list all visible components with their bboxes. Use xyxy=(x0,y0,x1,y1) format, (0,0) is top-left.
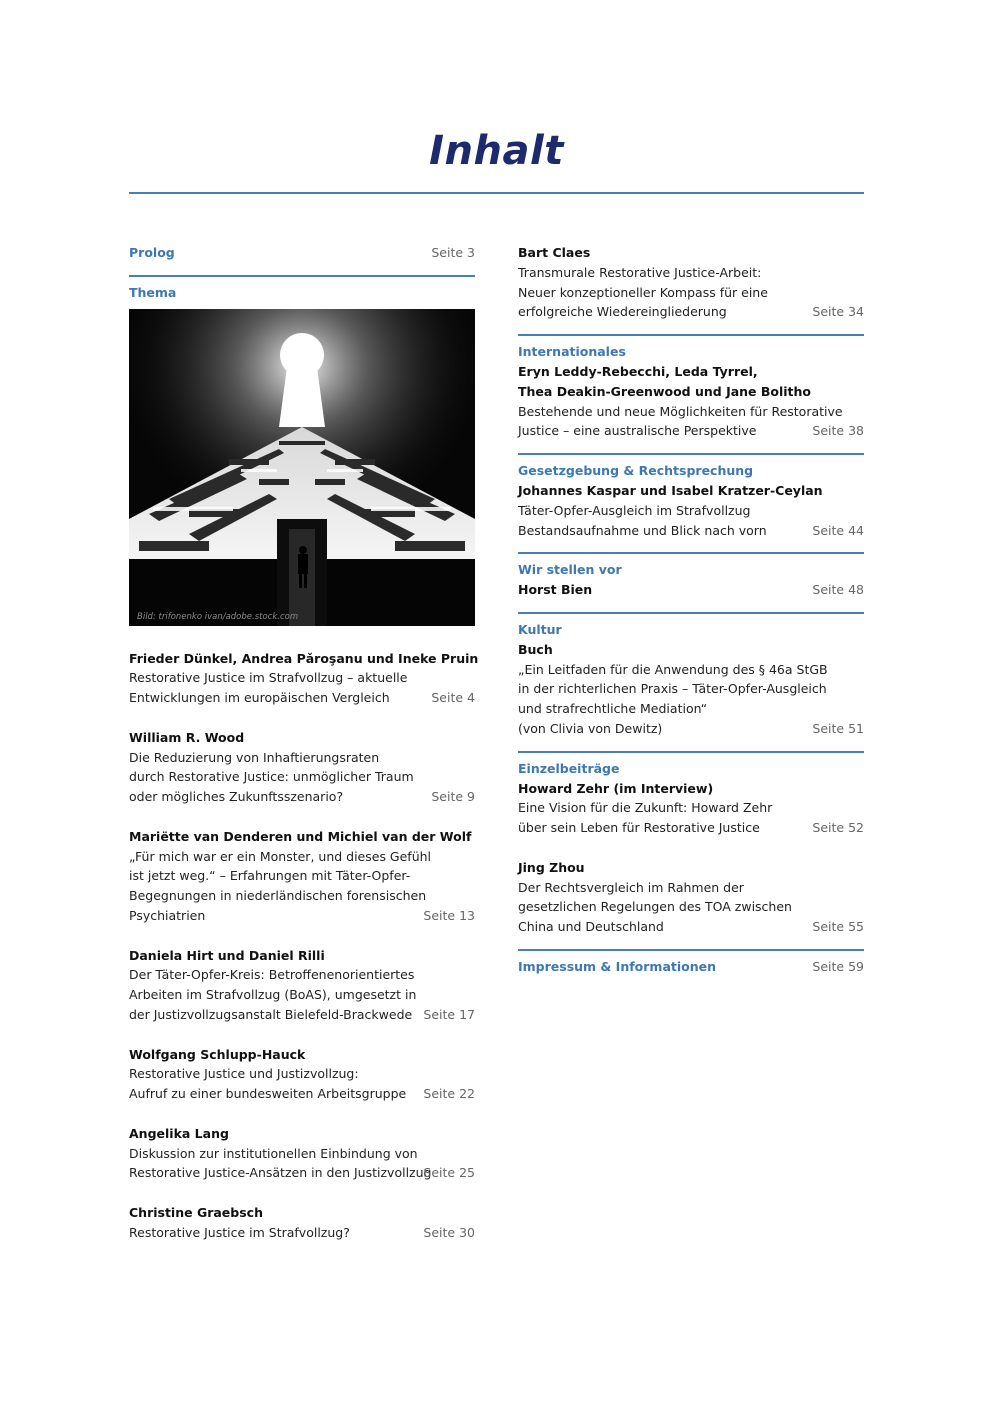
entry-spacer xyxy=(129,1104,475,1124)
entry-line xyxy=(518,521,864,541)
entry-line-text: Die Reduzierung von Inhaftierungsraten xyxy=(129,749,380,765)
toc-entry[interactable] xyxy=(129,1203,475,1243)
entry-line-text: oder mögliches Zukunftsszenario? xyxy=(129,789,344,805)
entry-line-text: erfolgreiche Wiedereingliederung xyxy=(518,304,727,320)
entry-line xyxy=(129,906,475,926)
entry-line: in der richterlichen Praxis – Täter-Opfer-Ausgleich xyxy=(518,681,827,697)
entry-line xyxy=(129,1144,475,1164)
entry-line-text: Restorative Justice im Strafvollzug? xyxy=(129,1224,350,1240)
entry-line xyxy=(129,1064,475,1084)
section-label-kultur: Kultur xyxy=(518,621,562,637)
toc-entry[interactable] xyxy=(129,946,475,1025)
entry-author: Eryn Leddy-Rebecchi, Leda Tyrrel, xyxy=(518,363,758,379)
section-divider xyxy=(129,275,475,277)
toc-entry[interactable] xyxy=(129,728,475,807)
entry-author: Angelika Lang xyxy=(129,1125,229,1141)
entry-author: Frieder Dünkel, Andrea Pǎroşanu und Ineke Pruin xyxy=(129,650,479,666)
entry-line xyxy=(518,818,864,838)
toc-entry[interactable] xyxy=(129,1045,475,1104)
page-number: Seite 48 xyxy=(812,582,864,598)
entry-line xyxy=(129,1163,475,1183)
entry-line xyxy=(129,767,475,787)
entry-line xyxy=(518,719,864,739)
section-label-prolog: Prolog xyxy=(129,245,175,260)
page-number: Seite 38 xyxy=(812,423,864,439)
entry-line-text: „Für mich war er ein Monster, und dieses Gefühl xyxy=(129,848,432,864)
section-label-einzelbeitraege: Einzelbeiträge xyxy=(518,760,620,776)
entry-line xyxy=(129,688,475,708)
section-divider xyxy=(518,949,864,951)
entry-line-text: Restorative Justice-Ansätzen in den Justizvollzug xyxy=(129,1165,432,1181)
title-divider xyxy=(129,192,864,194)
entry-line-text: Restorative Justice und Justizvollzug: xyxy=(129,1066,359,1082)
section-label-thema: Thema xyxy=(129,284,177,300)
page-number: Seite 34 xyxy=(812,304,864,320)
section-divider xyxy=(518,751,864,753)
entry-line: Neuer konzeptioneller Kompass für eine xyxy=(518,284,768,300)
entry-line: und strafrechtliche Mediation“ xyxy=(518,701,708,717)
entry-line: gesetzlichen Regelungen des TOA zwischen xyxy=(518,899,792,915)
toc-left-entries xyxy=(129,649,479,1243)
entry-line xyxy=(129,668,475,688)
entry-author: Christine Graebsch xyxy=(129,1204,263,1220)
entry-author-text: Horst Bien xyxy=(518,582,593,598)
entry-line xyxy=(129,1223,475,1243)
entry-line-text: (von Clivia von Dewitz) xyxy=(518,720,663,736)
page-number: Seite 3 xyxy=(431,245,475,260)
toc-entry-zehr[interactable] xyxy=(518,779,864,838)
entry-line-text: Begegnungen in niederländischen forensischen xyxy=(129,888,427,904)
page-number: Seite 55 xyxy=(812,919,864,935)
toc-section-wir-stellen-vor[interactable] xyxy=(518,560,864,600)
entry-line-text: Psychiatrien xyxy=(129,907,206,923)
entry-line xyxy=(129,985,475,1005)
entry-line: Täter-Opfer-Ausgleich im Strafvollzug xyxy=(518,502,751,518)
entry-line xyxy=(129,886,475,906)
entry-author xyxy=(518,580,864,600)
page-number: Seite 22 xyxy=(423,1086,475,1102)
toc-entry-prolog[interactable] xyxy=(129,243,475,263)
page-number: Seite 4 xyxy=(431,690,475,706)
image-credit: Bild: trifonenko ivan/adobe.stock.com xyxy=(137,611,299,622)
entry-line xyxy=(129,1084,475,1104)
toc-section-einzelbeitraege xyxy=(518,759,864,937)
entry-author: William R. Wood xyxy=(129,729,245,745)
entry-line-text: Der Täter-Opfer-Kreis: Betroffenenorientiertes xyxy=(129,967,415,983)
entry-author: Wolfgang Schlupp-Hauck xyxy=(129,1046,306,1062)
section-label-gesetzgebung: Gesetzgebung & Rechtsprechung xyxy=(518,463,754,479)
toc-entry-claes[interactable] xyxy=(518,243,864,322)
entry-author: Bart Claes xyxy=(518,245,591,260)
page-number: Seite 52 xyxy=(812,820,864,836)
section-divider xyxy=(518,552,864,554)
entry-line xyxy=(129,1005,475,1025)
toc-section-internationales[interactable] xyxy=(518,342,864,441)
section-divider xyxy=(518,612,864,614)
entry-spacer xyxy=(129,708,475,728)
entry-line-text: Restorative Justice im Strafvollzug – aktuelle xyxy=(129,670,408,686)
page-number: Seite 25 xyxy=(423,1165,475,1181)
page-number: Seite 13 xyxy=(423,907,475,923)
entry-line-text: ist jetzt weg.“ – Erfahrungen mit Täter-Opfer- xyxy=(129,868,411,884)
section-label-internationales: Internationales xyxy=(518,344,626,360)
entry-line: Eine Vision für die Zukunft: Howard Zehr xyxy=(518,800,773,816)
entry-line xyxy=(518,421,864,441)
entry-line-text: Bestandsaufnahme und Blick nach vorn xyxy=(518,522,767,538)
toc-entry[interactable] xyxy=(129,1124,475,1183)
entry-line-text: durch Restorative Justice: unmöglicher Traum xyxy=(129,769,414,785)
entry-author: Howard Zehr (im Interview) xyxy=(518,780,714,796)
entry-line-text: Arbeiten im Strafvollzug (BoAS), umgesetzt in xyxy=(129,987,417,1003)
entry-author: Johannes Kaspar und Isabel Kratzer-Ceylan xyxy=(518,482,823,498)
entry-line xyxy=(129,866,475,886)
entry-line xyxy=(129,847,475,867)
page-number: Seite 17 xyxy=(423,1006,475,1022)
page-number: Seite 9 xyxy=(431,789,475,805)
entry-line-text: Justice – eine australische Perspektive xyxy=(518,423,757,439)
toc-entry-zhou[interactable] xyxy=(518,858,864,937)
keyhole-maze-image xyxy=(129,309,475,626)
entry-line-text: Entwicklungen im europäischen Vergleich xyxy=(129,690,390,706)
page-number: Seite 59 xyxy=(812,958,864,974)
entry-line: Bestehende und neue Möglichkeiten für Restorative xyxy=(518,403,843,419)
toc-entry-impressum[interactable] xyxy=(518,957,864,977)
toc-left-column xyxy=(129,243,479,1243)
section-divider xyxy=(518,453,864,455)
entry-spacer xyxy=(129,807,475,827)
page-title: Inhalt xyxy=(429,128,564,174)
toc-right-column xyxy=(518,243,864,977)
entry-line: Transmurale Restorative Justice-Arbeit: xyxy=(518,264,762,280)
entry-author: Mariëtte van Denderen und Michiel van der Wolf xyxy=(129,828,472,844)
section-label-wir-stellen-vor: Wir stellen vor xyxy=(518,562,622,578)
entry-line xyxy=(518,917,864,937)
toc-entry[interactable] xyxy=(129,649,479,708)
entry-line xyxy=(129,965,475,985)
page-number: Seite 44 xyxy=(812,522,864,538)
entry-line-text: China und Deutschland xyxy=(518,919,664,935)
entry-author: Thea Deakin-Greenwood und Jane Bolitho xyxy=(518,383,812,399)
entry-line-text: der Justizvollzugsanstalt Bielefeld-Brackwede xyxy=(129,1006,413,1022)
page-number: Seite 30 xyxy=(423,1224,475,1240)
page-number: Seite 51 xyxy=(812,720,864,736)
entry-line xyxy=(129,748,475,768)
entry-line: Der Rechtsvergleich im Rahmen der xyxy=(518,879,744,895)
entry-author: Jing Zhou xyxy=(518,859,585,875)
entry-line-text: Diskussion zur institutionellen Einbindung von xyxy=(129,1145,418,1161)
section-heading-thema xyxy=(129,283,475,303)
entry-line: „Ein Leitfaden für die Anwendung des § 46a StGB xyxy=(518,661,828,677)
entry-line-text: über sein Leben für Restorative Justice xyxy=(518,820,760,836)
entry-spacer xyxy=(518,838,864,858)
entry-spacer xyxy=(129,1025,475,1045)
subsection-label-buch: Buch xyxy=(518,641,553,657)
entry-line xyxy=(518,302,864,322)
section-divider xyxy=(518,334,864,336)
entry-author: Daniela Hirt und Daniel Rilli xyxy=(129,947,325,963)
toc-section-kultur[interactable] xyxy=(518,620,864,739)
entry-line-text: Aufruf zu einer bundesweiten Arbeitsgruppe xyxy=(129,1086,407,1102)
entry-line xyxy=(129,787,475,807)
toc-entry[interactable] xyxy=(129,827,475,926)
section-label-impressum: Impressum & Informationen xyxy=(518,958,716,974)
keyhole-maze-illustration xyxy=(129,309,475,626)
toc-section-gesetzgebung[interactable] xyxy=(518,461,864,540)
entry-spacer xyxy=(129,926,475,946)
entry-spacer xyxy=(129,1183,475,1203)
